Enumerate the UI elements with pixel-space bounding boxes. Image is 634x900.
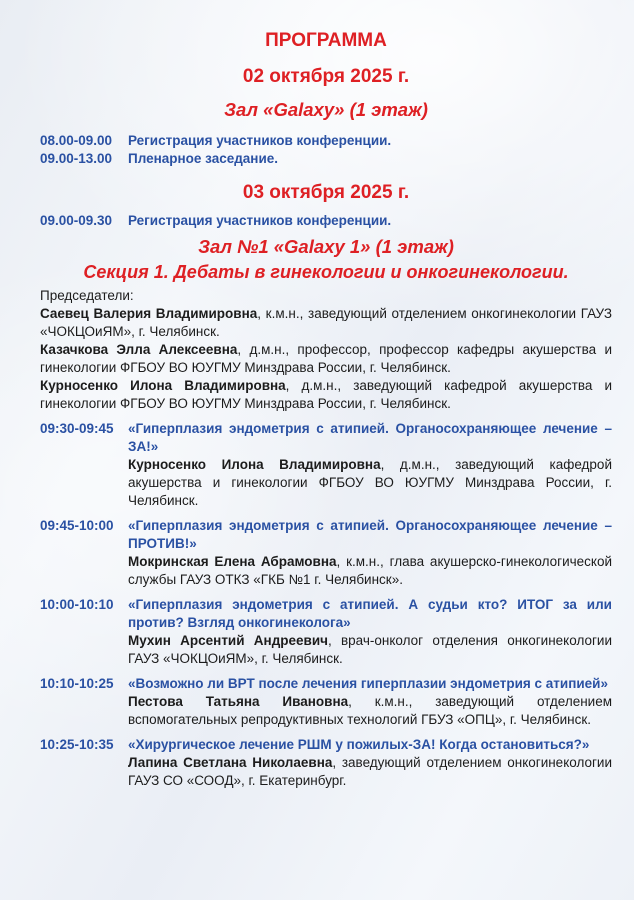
chair-name: Саевец Валерия Владимировна [40,306,258,321]
chair-entry [40,377,612,413]
chair-name: Казачкова Элла Алексеевна [40,342,238,357]
talk-header [40,736,612,754]
chair-entry [40,341,612,377]
speaker-name: Мокринская Елена Абрамовна [128,554,337,569]
day2-schedule [40,212,612,230]
chair-entry [40,305,612,341]
talk-item [40,517,612,589]
section-title: Секция 1. Дебаты в гинекологии и онкогинекологии. [83,262,569,282]
speaker-description: , к.м.н., глава акушерско-гинекологической службы ГАУЗ ОТКЗ «ГКБ №1 г. Челябинск». [128,554,613,587]
speaker-name: Курносенко Илона Владимировна [128,457,381,472]
schedule-item [40,212,612,230]
schedule-item [40,132,612,150]
day1-date: 02 октября 2025 г. [242,66,410,87]
time-range: 09:45-10:00 [40,518,114,533]
schedule-item [40,150,612,168]
schedule-text: Регистрация участников конференции. [128,213,392,228]
talk-title: «Хирургическое лечение РШМ у пожилых-ЗА! Когда остановиться?» [128,737,590,752]
chair-description: , к.м.н., заведующий отделением онкогинекологии ГАУЗ «ЧОКЦОиЯМ», г. Челябинск. [40,306,612,339]
talks-list [40,420,612,790]
talk-title: «Гиперплазия эндометрия с атипией. Органосохраняющее лечение – ПРОТИВ!» [128,518,612,551]
talk-item [40,675,612,729]
chairs-block [40,287,612,413]
talk-header [40,596,612,632]
talk-item [40,596,612,668]
schedule-text: Регистрация участников конференции. [128,133,392,148]
talk-header [40,517,612,553]
day2-date: 03 октября 2025 г. [242,182,410,203]
speaker-name: Мухин Арсентий Андреевич [128,633,328,648]
talk-item [40,736,612,790]
talk-speaker [128,553,612,589]
day1-hall: Зал «Galaxy» (1 этаж) [224,99,428,120]
chair-description: , д.м.н., заведующий кафедрой акушерства и гинекологии ФГБОУ ВО ЮУГМУ Минздрава России, г. Челябинск. [40,378,612,411]
speaker-name: Пестова Татьяна Ивановна [128,694,349,709]
talk-speaker [128,693,612,729]
speaker-name: Лапина Светлана Николаевна [128,755,333,770]
day1-schedule [40,132,612,168]
time-range: 10:10-10:25 [40,676,114,691]
talk-speaker [128,632,612,668]
chairs-label: Председатели: [40,288,134,303]
time-range: 10:25-10:35 [40,737,114,752]
talk-header [40,420,612,456]
speaker-description: , д.м.н., заведующий кафедрой акушерства и гинекологии ФГБОУ ВО ЮУГМУ Минздрава России, г. Челябинск. [128,457,612,508]
talk-header [40,675,612,693]
day2-hall: Зал №1 «Galaxy 1» (1 этаж) [198,236,454,257]
speaker-description: , заведующий отделением онкогинекологии ГАУЗ СО «СООД», г. Екатеринбург. [128,755,613,788]
time-range: 09.00-09.30 [40,213,113,228]
page-title: ПРОГРАММА [265,30,387,51]
time-range: 09.00-13.00 [40,151,113,166]
time-range: 10:00-10:10 [40,597,114,612]
chair-description: , д.м.н., профессор, профессор кафедры акушерства и гинекологии ФГБОУ ВО ЮУГМУ Минздрава России, г. Челябинск. [40,342,612,375]
time-range: 09:30-09:45 [40,421,114,436]
talk-title: «Гиперплазия эндометрия с атипией. Органосохраняющее лечение – ЗА!» [128,421,612,454]
talk-title: «Возможно ли ВРТ после лечения гиперплазии эндометрия с атипией» [128,676,608,691]
speaker-description: , к.м.н., заведующий отделением вспомогательных репродуктивных технологий ГБУЗ «ОПЦ», г. Челябинск. [128,694,612,727]
talk-item [40,420,612,510]
time-range: 08.00-09.00 [40,133,113,148]
talk-speaker [128,456,612,510]
speaker-description: , врач-онколог отделения онкогинекологии ГАУЗ «ЧОКЦОиЯМ», г. Челябинск. [128,633,612,666]
talk-title: «Гиперплазия эндометрия с атипией. А судьи кто? ИТОГ за или против? Взгляд онкогинеколога» [128,597,612,630]
chair-name: Курносенко Илона Владимировна [40,378,286,393]
talk-speaker [128,754,612,790]
schedule-text: Пленарное заседание. [128,151,279,166]
